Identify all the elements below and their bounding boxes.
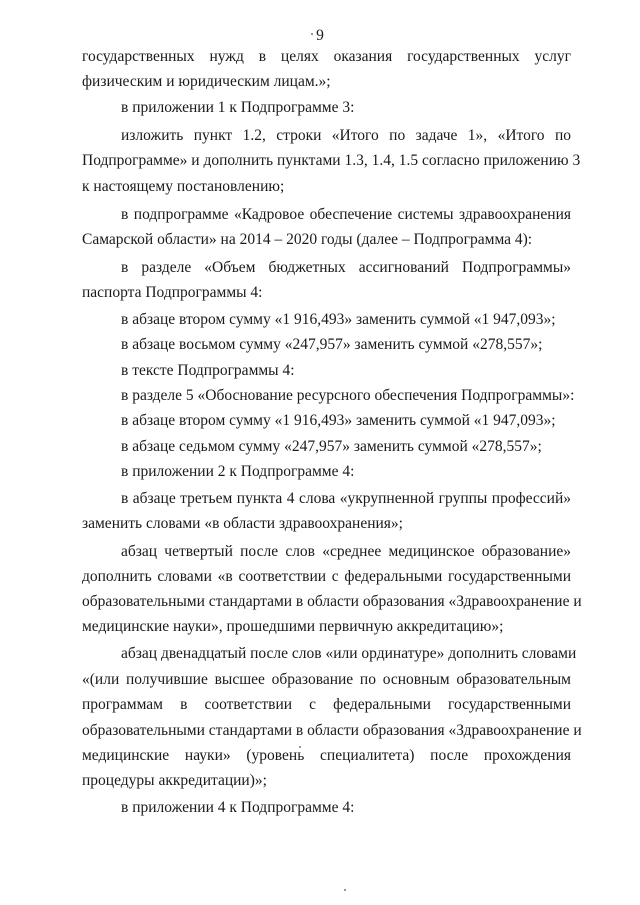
text-line: дополнить словами «в соответствии с федеральными государственными <box>82 568 571 585</box>
text-line: абзац двенадцатый после слов «или ординатуре» дополнить словами <box>121 645 577 662</box>
text-line: в приложении 1 к Подпрограмме 3: <box>121 99 355 116</box>
text-line: в разделе «Объем бюджетных ассигнований Подпрограммы» <box>121 259 571 276</box>
text-line: образовательными стандартами в области образования «Здравоохранение и <box>82 722 582 739</box>
text-line: абзац четвертый после слов «среднее медицинское образование» <box>121 543 571 560</box>
text-line: образовательными стандартами в области образования «Здравоохранение и <box>82 593 582 610</box>
text-line: программам в соответствии с федеральными государственными <box>82 696 571 713</box>
text-line: медицинские науки» (уровень специалитета) после прохождения <box>82 747 571 764</box>
page-number: 9 <box>316 27 324 44</box>
text-line: в тексте Подпрограммы 4: <box>121 362 295 379</box>
text-line: в разделе 5 «Обоснование ресурсного обеспечения Подпрограммы»: <box>121 387 575 404</box>
text-line: в абзаце седьмом сумму «247,957» заменить суммой «278,557»; <box>121 438 542 455</box>
text-line: в абзаце третьем пункта 4 слова «укрупненной группы профессий» <box>121 490 571 507</box>
text-line: в подпрограмме «Кадровое обеспечение системы здравоохранения <box>121 206 571 223</box>
scan-speck <box>344 889 346 891</box>
text-line: к настоящему постановлению; <box>82 178 285 195</box>
text-line: физическим и юридическим лицам.»; <box>82 73 331 90</box>
text-line: в абзаце втором сумму «1 916,493» заменить суммой «1 947,093»; <box>121 311 556 328</box>
text-line: Самарской области» на 2014 – 2020 годы (далее – Подпрограмма 4): <box>82 231 533 248</box>
text-line: изложить пункт 1.2, строки «Итого по задаче 1», «Итого по <box>121 127 571 144</box>
text-line: заменить словами «в области здравоохранения»; <box>82 515 403 532</box>
text-line: в приложении 2 к Подпрограмме 4: <box>121 463 355 480</box>
text-line: в приложении 4 к Подпрограмме 4: <box>121 799 355 816</box>
text-line: в абзаце восьмом сумму «247,957» заменить суммой «278,557»; <box>121 336 543 353</box>
text-line: процедуры аккредитации)»; <box>82 772 267 789</box>
scan-speck <box>311 33 313 35</box>
text-line: «(или получившие высшее образование по основным образовательным <box>82 671 571 688</box>
text-line: Подпрограмме» и дополнить пунктами 1.3, 1.4, 1.5 согласно приложению 3 <box>82 152 581 169</box>
text-line: паспорта Подпрограммы 4: <box>82 284 263 301</box>
text-line: медицинские науки», прошедшими первичную аккредитацию»; <box>82 618 504 635</box>
text-line: в абзаце втором сумму «1 916,493» заменить суммой «1 947,093»; <box>121 412 556 429</box>
text-line: государственных нужд в целях оказания государственных услуг <box>82 48 571 65</box>
